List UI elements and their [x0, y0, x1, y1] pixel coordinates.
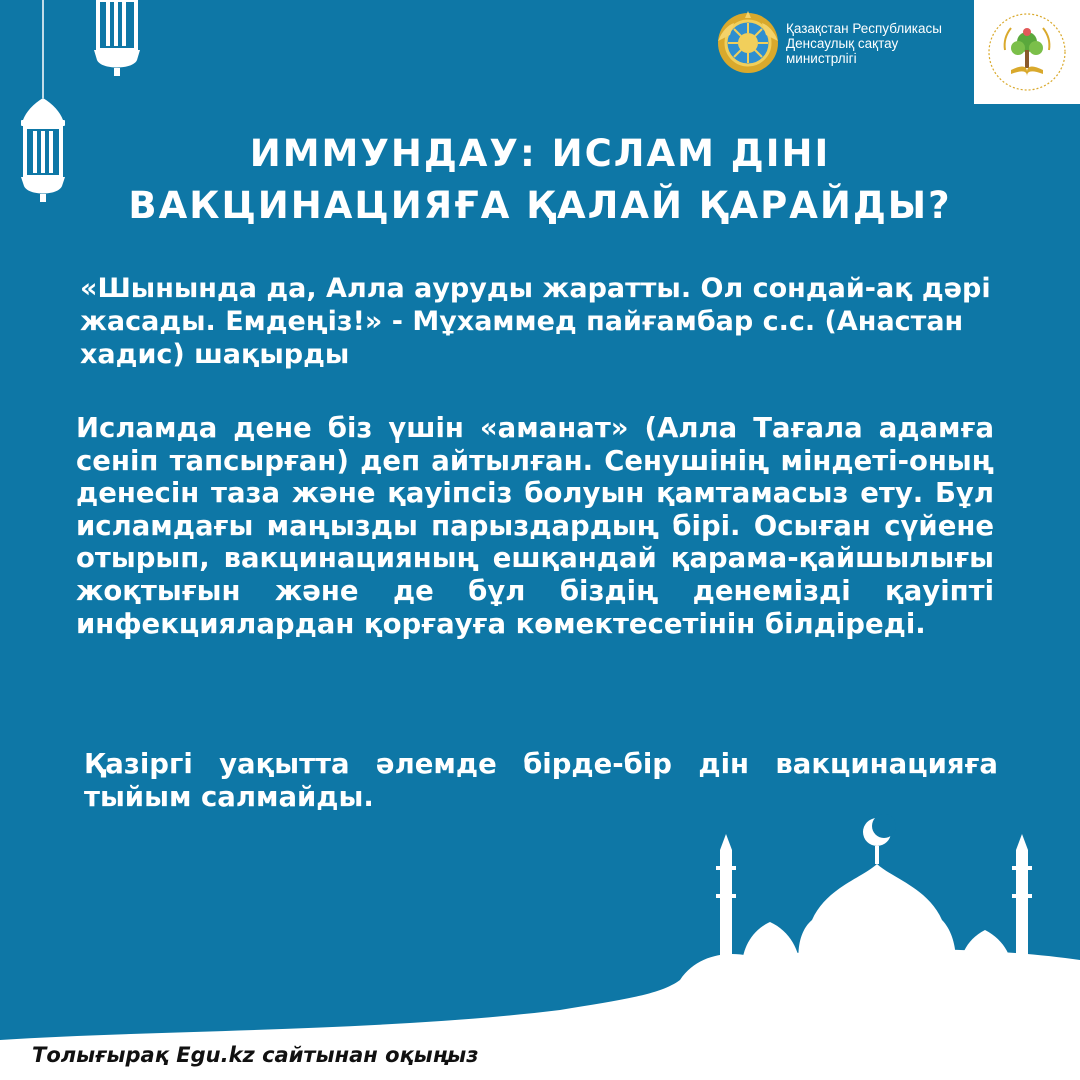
- footer-link-text[interactable]: Толығырақ Egu.kz сайтынан оқыңыз: [32, 1043, 479, 1067]
- page-title: [60, 128, 1020, 232]
- kazakhstan-state-emblem-icon: [716, 11, 780, 75]
- mosque-silhouette-icon: [0, 810, 1080, 1080]
- partner-logo-card: [974, 0, 1080, 104]
- crescent-moon-icon: [863, 814, 896, 846]
- body-paragraph-1: Исламда дене біз үшін «аманат» (Алла Тағала адамға сеніп тапсырған) деп айтылған. Сенушінің міндеті-оның денесін таза және қауіпсіз болуын қамтамасыз ету. Бұл исламдағы маңызды парыздардың бірі. Осыған сүйене отырып, вакцинацияның ешқандай қарама-қайшылығы жоқтығын және де бұл біздің денемізді қауіпті инфекциялардан қорғауға көмектесетінін білдіреді.: [76, 412, 994, 640]
- body-paragraph-2: Қазіргі уақытта әлемде бірде-бір дін вакцинацияға тыйым салмайды.: [84, 748, 998, 813]
- hadith-quote: «Шынында да, Алла ауруды жаратты. Ол сондай-ақ дәрі жасады. Емдеңіз!» - Мұхаммед пайғамбар с.с. (Анастан хадис) шақырды: [80, 273, 991, 370]
- ministry-block: [716, 8, 942, 78]
- title-line-2: ВАКЦИНАЦИЯҒА ҚАЛАЙ ҚАРАЙДЫ?: [128, 184, 952, 227]
- ministry-line-2: Денсаулық сақтау: [786, 35, 899, 51]
- tree-book-logo-icon: [985, 10, 1069, 94]
- ministry-name: [786, 21, 942, 66]
- title-line-1: ИММУНДАУ: ИСЛАМ ДІНІ: [249, 132, 831, 175]
- ministry-line-1: Қазақстан Республикасы: [786, 20, 942, 36]
- ministry-line-3: министрлігі: [786, 50, 857, 66]
